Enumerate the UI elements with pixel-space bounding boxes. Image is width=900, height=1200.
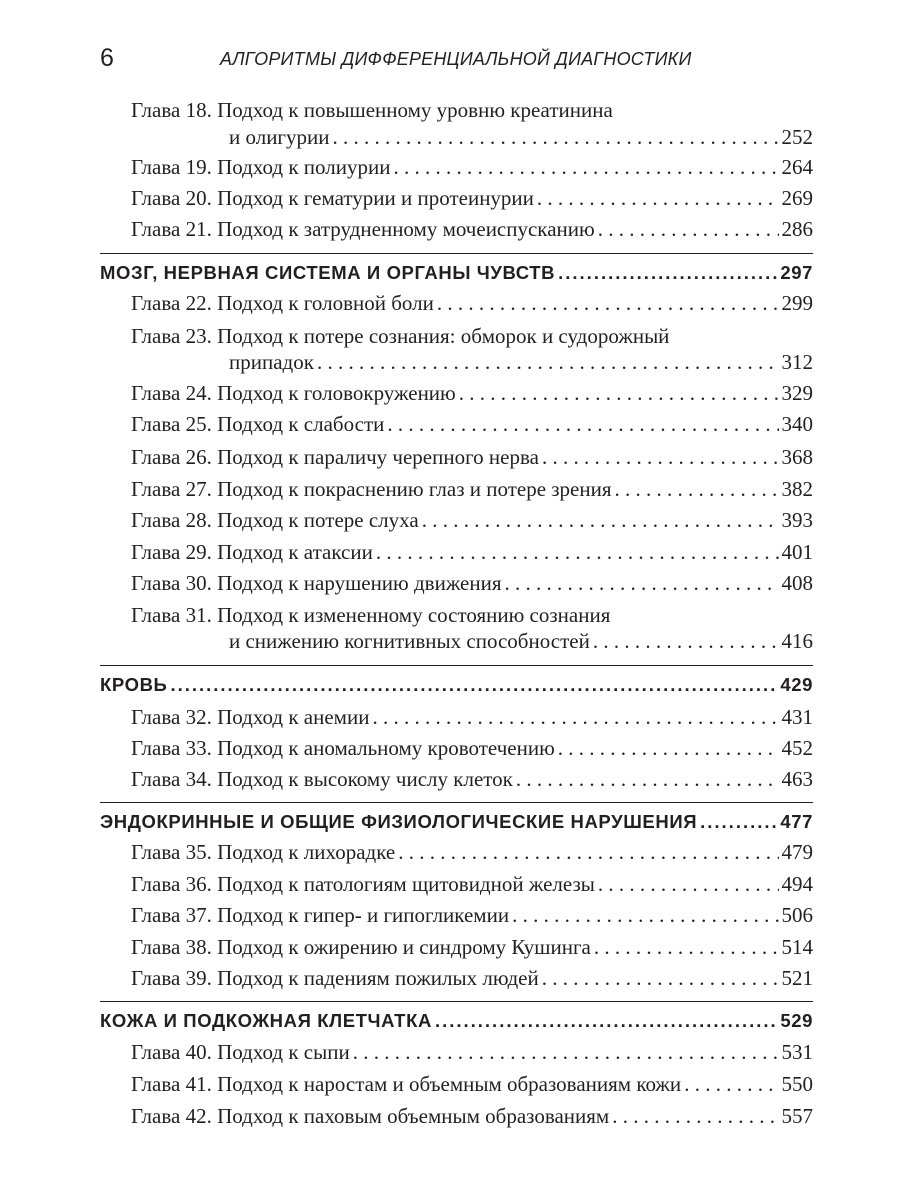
toc-page-number: 416 [781,629,813,653]
toc-entry-title: и снижению когнитивных способностей [229,629,590,653]
dot-leader [437,289,779,317]
page-number: 6 [100,44,114,72]
dot-leader [372,703,778,731]
dot-leader [170,671,777,699]
running-title: АЛГОРИТМЫ ДИФФЕРЕНЦИАЛЬНОЙ ДИАГНОСТИКИ [220,49,692,69]
toc-page-number: 506 [781,903,813,927]
section-divider [100,802,813,803]
toc-entry-ch42[interactable] [131,1102,813,1130]
toc-entry-ch34[interactable] [131,765,813,793]
toc-page-number: 479 [781,840,813,864]
toc-entry-ch35[interactable] [131,838,813,866]
toc-section-title: КОЖА И ПОДКОЖНАЯ КЛЕТЧАТКА [100,1010,432,1031]
toc-entry-title: Глава 29. Подход к атаксии [131,540,373,564]
toc-entry-ch28[interactable] [131,506,813,534]
toc-entry-title: Глава 32. Подход к анемии [131,705,370,729]
toc-entry-title: Глава 36. Подход к патологиям щитовидной железы [131,872,595,896]
dot-leader [593,627,779,655]
dot-leader [398,838,778,866]
toc-entry-ch31-line1[interactable]: Глава 31. Подход к измененному состоянию сознания [131,603,611,627]
toc-entry-ch38[interactable] [131,933,813,961]
toc-page-number: 514 [781,935,813,959]
toc-page-number: 382 [781,477,813,501]
toc-section-skin[interactable] [100,1007,813,1035]
dot-leader [598,215,779,243]
toc-entry-ch39[interactable] [131,964,813,992]
toc-page-number: 264 [781,155,813,179]
dot-leader [537,184,779,212]
dot-leader [333,123,779,151]
section-divider [100,665,813,666]
toc-entry-title: Глава 40. Подход к сыпи [131,1040,350,1064]
toc-section-brain[interactable] [100,259,813,287]
toc-page-number: 286 [781,217,813,241]
toc-page-number: 393 [781,508,813,532]
toc-entry-title: Глава 20. Подход к гематурии и протеинурии [131,186,534,210]
toc-page-number: 408 [781,571,813,595]
dot-leader [558,734,779,762]
toc-section-endocrine[interactable] [100,808,813,836]
toc-entry-title: Глава 28. Подход к потере слуха [131,508,419,532]
dot-leader [542,964,779,992]
toc-entry-title: Глава 21. Подход к затрудненному мочеиспусканию [131,217,595,241]
toc-entry-ch33[interactable] [131,734,813,762]
toc-entry-title: Глава 35. Подход к лихорадке [131,840,396,864]
dot-leader [512,901,778,929]
toc-page-number: 312 [781,350,813,374]
toc-page-number: 329 [781,381,813,405]
toc-entry-ch40[interactable] [131,1038,813,1066]
dot-leader [353,1038,779,1066]
toc-entry-ch22[interactable] [131,289,813,317]
toc-page-number: 252 [781,125,813,149]
dot-leader [505,569,779,597]
section-divider [100,253,813,254]
dot-leader [612,1102,778,1130]
toc-page-number: 494 [781,872,813,896]
toc-entry-title: Глава 37. Подход к гипер- и гипогликемии [131,903,510,927]
toc-entry-ch25[interactable] [131,410,813,438]
toc-section-title: ЭНДОКРИННЫЕ И ОБЩИЕ ФИЗИОЛОГИЧЕСКИЕ НАРУШЕНИЯ [100,811,698,832]
toc-entry-title: Глава 27. Подход к покраснению глаз и потере зрения [131,477,612,501]
dot-leader [459,379,779,407]
toc-entry-title: Глава 22. Подход к головной боли [131,291,434,315]
toc-entry-ch26[interactable] [131,443,813,471]
toc-page-number: 477 [780,811,813,832]
toc-entry-ch24[interactable] [131,379,813,407]
dot-leader [393,153,778,181]
toc-entry-title: Глава 34. Подход к высокому числу клеток [131,767,513,791]
toc-entry-title: припадок [229,350,314,374]
toc-entry-ch21[interactable] [131,215,813,243]
toc-page-number: 529 [780,1010,813,1031]
dot-leader [700,808,777,836]
toc-page-number: 368 [781,445,813,469]
dot-leader [594,933,779,961]
toc-page-number: 521 [781,966,813,990]
toc-entry-title: Глава 33. Подход к аномальному кровотечению [131,736,555,760]
toc-entry-title: Глава 26. Подход к параличу черепного нерва [131,445,539,469]
toc-entry-title: Глава 42. Подход к паховым объемным образованиям [131,1104,610,1128]
toc-entry-ch31[interactable] [131,627,813,655]
toc-entry-title: Глава 30. Подход к нарушению движения [131,571,502,595]
toc-entry-ch30[interactable] [131,569,813,597]
toc-section-title: МОЗГ, НЕРВНАЯ СИСТЕМА И ОРГАНЫ ЧУВСТВ [100,262,556,283]
toc-entry-ch36[interactable] [131,870,813,898]
toc-entry-ch32[interactable] [131,703,813,731]
toc-entry-ch29[interactable] [131,538,813,566]
toc-entry-ch37[interactable] [131,901,813,929]
dot-leader [542,443,779,471]
toc-page-number: 550 [781,1072,813,1096]
toc-entry-ch23[interactable] [131,348,813,376]
toc-entry-title: Глава 25. Подход к слабости [131,412,385,436]
page-header [100,44,810,76]
toc-page-number: 531 [781,1040,813,1064]
toc-section-title: КРОВЬ [100,674,168,695]
dot-leader [615,475,779,503]
toc-page-number: 269 [781,186,813,210]
toc-entry-ch20[interactable] [131,184,813,212]
dot-leader [598,870,779,898]
toc-entry-ch41[interactable] [131,1070,813,1098]
toc-entry-title: Глава 24. Подход к головокружению [131,381,456,405]
dot-leader [376,538,779,566]
section-divider [100,1001,813,1002]
toc-page-number: 429 [780,674,813,695]
toc-page-number: 299 [781,291,813,315]
toc-entry-ch19[interactable] [131,153,813,181]
dot-leader [684,1070,778,1098]
dot-leader [558,259,777,287]
toc-entry-title: Глава 38. Подход к ожирению и синдрому Кушинга [131,935,591,959]
toc-page-number: 557 [781,1104,813,1128]
toc-page-number: 401 [781,540,813,564]
dot-leader [387,410,778,438]
toc-entry-title: и олигурии [229,125,330,149]
dot-leader [435,1007,777,1035]
toc-entry-ch18-line1[interactable]: Глава 18. Подход к повышенному уровню креатинина [131,98,613,122]
toc-entry-ch23-line1[interactable]: Глава 23. Подход к потере сознания: обморок и судорожный [131,324,670,348]
toc-page-number: 431 [781,705,813,729]
toc-entry-title: Глава 19. Подход к полиурии [131,155,391,179]
toc-page-number: 463 [781,767,813,791]
toc-entry-title: Глава 39. Подход к падениям пожилых людей [131,966,539,990]
toc-section-blood[interactable] [100,671,813,699]
dot-leader [516,765,779,793]
toc-entry-ch27[interactable] [131,475,813,503]
toc-page-number: 452 [781,736,813,760]
dot-leader [422,506,779,534]
toc-page-number: 340 [781,412,813,436]
toc-page-number: 297 [780,262,813,283]
toc-entry-ch18[interactable] [131,123,813,151]
dot-leader [317,348,779,376]
toc-entry-title: Глава 41. Подход к наростам и объемным образованиям кожи [131,1072,682,1096]
